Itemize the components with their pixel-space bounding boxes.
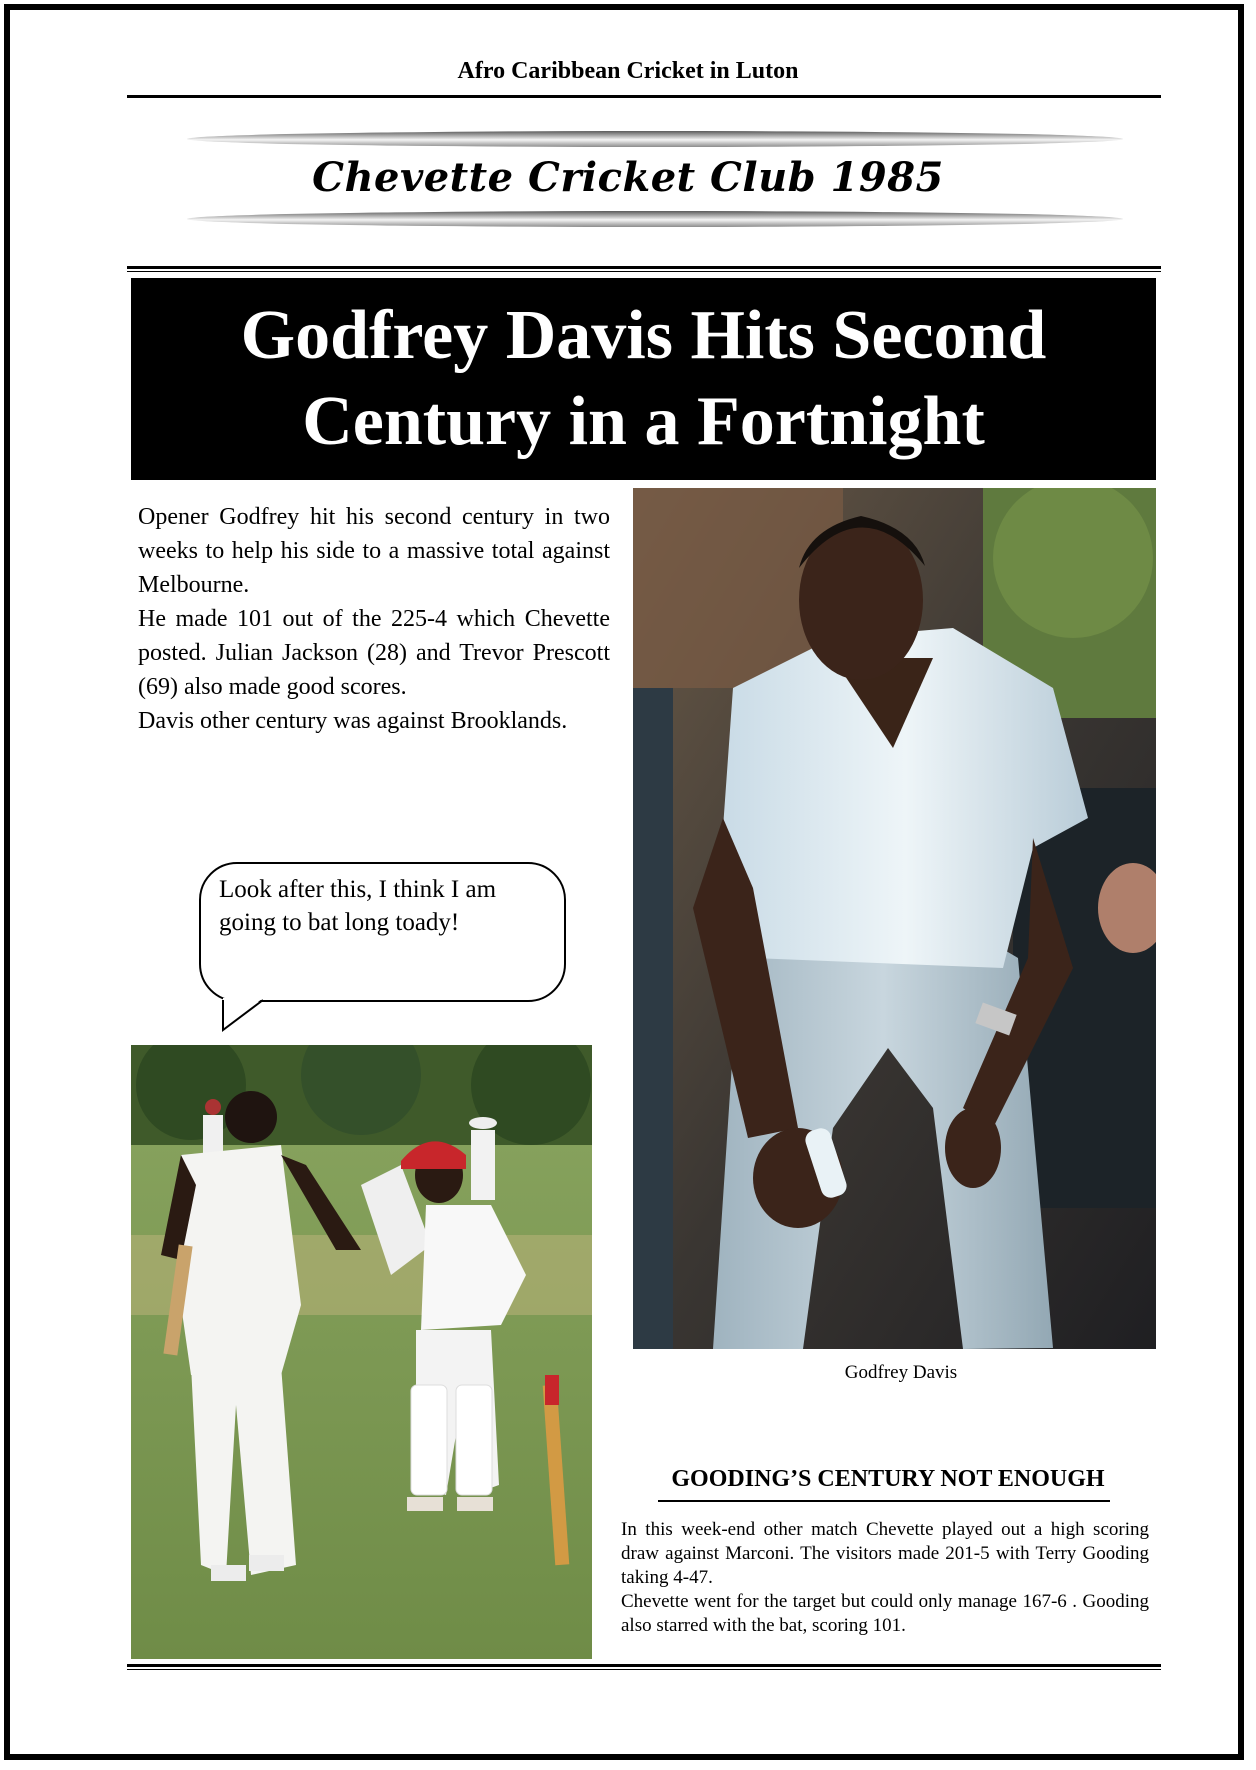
photo-godfrey-davis-image [633, 488, 1156, 1349]
second-story-article [621, 1518, 1149, 1638]
speech-bubble-text: Look after this, I think I am going to bat long toady! [219, 876, 497, 936]
photo-caption: Godfrey Davis [844, 1362, 958, 1383]
lead-paragraph-1: Opener Godfrey hit his second century in two weeks to help his side to a massive total against Melbourne. [138, 504, 610, 598]
headline-banner [131, 278, 1156, 480]
second-story-paragraph-1: In this week-end other match Chevette played out a high scoring draw against Marconi. The visitors made 201-5 with Terry Gooding taking 4-47. [621, 1519, 1149, 1588]
masthead-bar-top [187, 131, 1123, 147]
headline-rule-top [127, 266, 1161, 272]
masthead-title: Chevette Cricket Club 1985 [312, 154, 944, 201]
site-title: Afro Caribbean Cricket in Luton [457, 58, 799, 84]
header-rule [127, 95, 1161, 98]
photo-godfrey-davis [633, 488, 1156, 1349]
lead-paragraph-3: Davis other century was against Brooklands. [138, 708, 568, 734]
photo-batsmen-image [131, 1045, 592, 1659]
second-story-headline: GOODING’S CENTURY NOT ENOUGH [671, 1466, 1105, 1492]
footer-rule [127, 1664, 1161, 1670]
lead-paragraph-2: He made 101 out of the 225-4 which Chevette posted. Julian Jackson (28) and Trevor Prescott (69) also made good scores. [138, 606, 610, 700]
masthead-bar-bottom [187, 211, 1123, 227]
headline: Godfrey Davis Hits Second Century in a Fortnight [240, 297, 1047, 460]
photo-batsmen [131, 1045, 592, 1659]
second-story-headline-underline [658, 1500, 1110, 1502]
speech-bubble-tail [219, 998, 309, 1032]
lead-article [138, 500, 610, 738]
second-story-paragraph-2: Chevette went for the target but could only manage 167-6 . Gooding also starred with the bat, scoring 101. [621, 1591, 1149, 1636]
